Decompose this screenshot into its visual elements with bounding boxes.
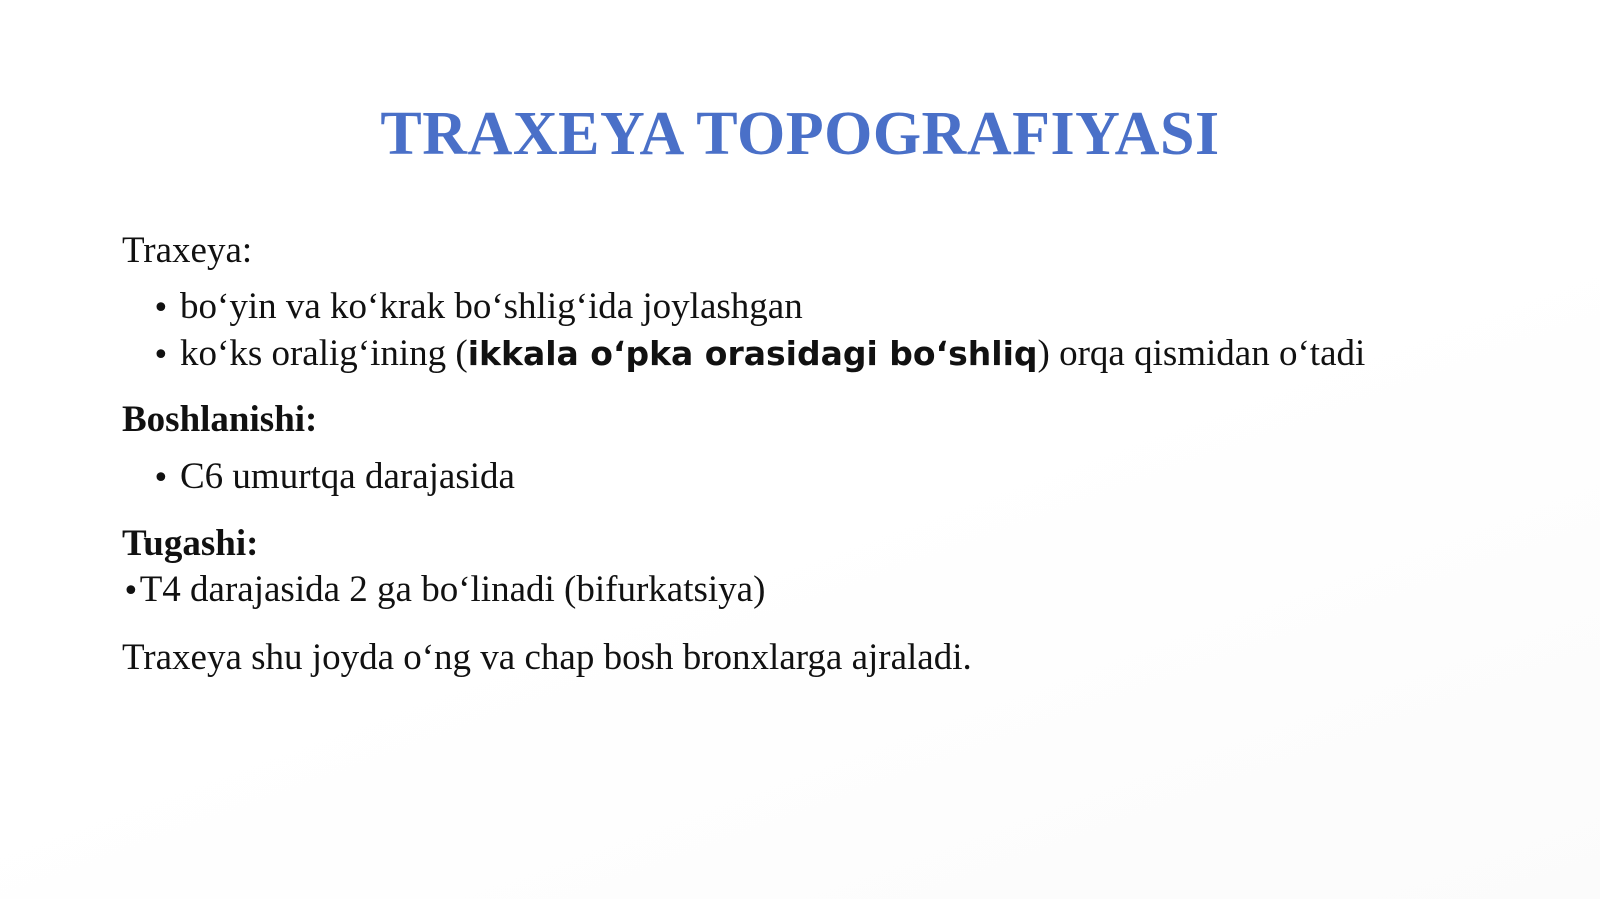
bullet-text: C6 umurtqa darajasida xyxy=(180,456,515,497)
list-item xyxy=(122,567,765,615)
bullet-text-before: ko‘ks oralig‘ining ( xyxy=(180,333,468,374)
list-item xyxy=(152,331,1365,379)
end-heading: Tugashi: xyxy=(122,523,259,564)
bullet-icon: • xyxy=(152,461,170,496)
list-item xyxy=(152,454,515,502)
bullet-text: T4 darajasida 2 ga bo‘linadi (bifurkatsiya) xyxy=(139,569,766,610)
bullet-text: bo‘yin va ko‘krak bo‘shlig‘ida joylashgan xyxy=(180,286,803,327)
bullet-text-after: ) orqa qismidan o‘tadi xyxy=(1037,333,1366,374)
slide-title: TRAXEYA TOPOGRAFIYASI xyxy=(380,100,1220,168)
conclusion-text: Traxeya shu joyda o‘ng va chap bosh bronxlarga ajraladi. xyxy=(122,637,972,678)
bullet-icon: • xyxy=(122,574,140,609)
start-heading: Boshlanishi: xyxy=(122,399,318,440)
list-item xyxy=(152,284,803,332)
bullet-icon: • xyxy=(152,291,170,326)
bullet-text-bold: ikkala o‘pka orasidagi bo‘shliq xyxy=(467,334,1038,373)
intro-label: Traxeya: xyxy=(122,230,253,271)
bullet-icon: • xyxy=(152,338,170,373)
